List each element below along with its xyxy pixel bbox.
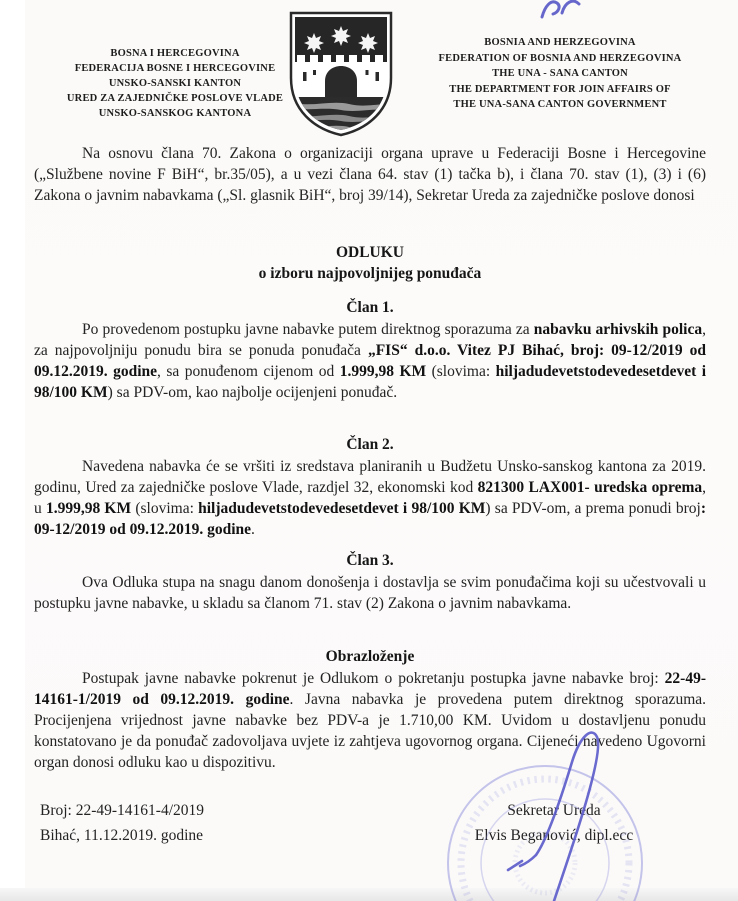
place-and-date: Bihać, 11.12.2019. godine <box>40 826 204 844</box>
header-institution-bosnian: BOSNA I HERCEGOVINA FEDERACIJA BOSNE I HERCEGOVINE UNSKO-SANSKI KANTON URED ZA ZAJEDNIČKE POSLOVE VLADE UNSKO-SANSKOG KANTONA <box>66 48 284 119</box>
signer-name: Elvis Beganović, dipl.ecc <box>474 826 634 844</box>
signature-block <box>420 799 688 848</box>
rationale-text: Postupak javne nabavke pokrenut je Odlukom o pokretanju postupka javne nabavke broj: 22-49-14161-1/2019 od 09.12.2019. godine. Javna nabavka je provedena putem direktnog sporazuma. Procijenjena vrijednost javne nabavke bez PDV-a je 1.710,00 KM. Uvidom u dostavljenu ponudu konstatovano je da ponuđač zadovoljava uvjete iz zahtjeva ugovornog organa. Cijeneći navedeno Ugovorni organ donosi odluku kao u dispozitivu. <box>34 670 707 771</box>
article-2-heading: Član 2. <box>346 436 394 453</box>
reference-number: Broj: 22-49-14161-4/2019 <box>40 802 205 819</box>
signer-title: Sekretar Ureda <box>507 802 601 819</box>
title-line-2: o izboru najpovoljnijeg ponuđača <box>258 265 482 282</box>
una-sana-canton-coat-of-arms-icon <box>287 9 395 137</box>
article-3-heading: Član 3. <box>346 552 394 569</box>
intro-paragraph: Na osnovu člana 70. Zakona o organizaciji organa uprave u Federaciji Bosne i Hercegovine („Službene novine F BiH“, br.35/05), a u vezi člana 64. stav (1) tačka b), i člana 70. stav (1), (3) i (6) Zakona o javnim nabavkama („Sl. glasnik BiH“, broj 39/14), Sekretar Ureda za zajedničke poslove donosi <box>34 145 706 204</box>
article-1-text: Po provedenom postupku javne nabavke putem direktnog sporazuma za nabavku arhivskih polica, za najpovoljniju ponudu bira se ponuda ponuđača „FIS“ d.o.o. Vitez PJ Bihać, broj: 09-12/2019 od 09.12.2019. godine, sa ponuđenom cijenom od 1.999,98 KM (slovima: hiljadudevetstodevedesetdevet i 98/100 KM) sa PDV-om, kao najbolje ocijenjeni ponuđač. <box>34 321 707 401</box>
rationale-heading: Obrazloženje <box>325 648 415 665</box>
article-1-heading: Član 1. <box>346 299 394 316</box>
reference-block <box>40 799 204 848</box>
document-title <box>34 242 706 284</box>
header-institution-english: BOSNIA AND HERZEGOVINA FEDERATION OF BOSNIA AND HERZEGOVINA THE UNA - SANA CANTON THE DEPARTMENT FOR JOIN AFFAIRS OF THE UNA-SANA CANTON GOVERNMENT <box>438 37 682 110</box>
article-3-text: Ova Odluka stupa na snagu danom donošenja i dostavlja se svim ponuđačima koji su učestvovali u postupku javne nabavke, u skladu sa članom 71. stav (2) Zakona o javnim nabavkama. <box>34 574 706 612</box>
title-line-1: ODLUKU <box>335 244 405 261</box>
article-2-text: Navedena nabavka će se vršiti iz sredstava planiranih u Budžetu Unsko-sanskog kantona za 2019. godinu, Ured za zajedničke poslove Vlade, razdjel 32, ekonomski kod 821300 LAX001- uredska oprema, u 1.999,98 KM (slovima: hiljadudevetstodevedesetdevet i 98/100 KM) sa PDV-om, a prema ponudi broj: 09-12/2019 od 09.12.2019. godine. <box>34 458 707 538</box>
scan-edge-shadow <box>0 888 738 901</box>
